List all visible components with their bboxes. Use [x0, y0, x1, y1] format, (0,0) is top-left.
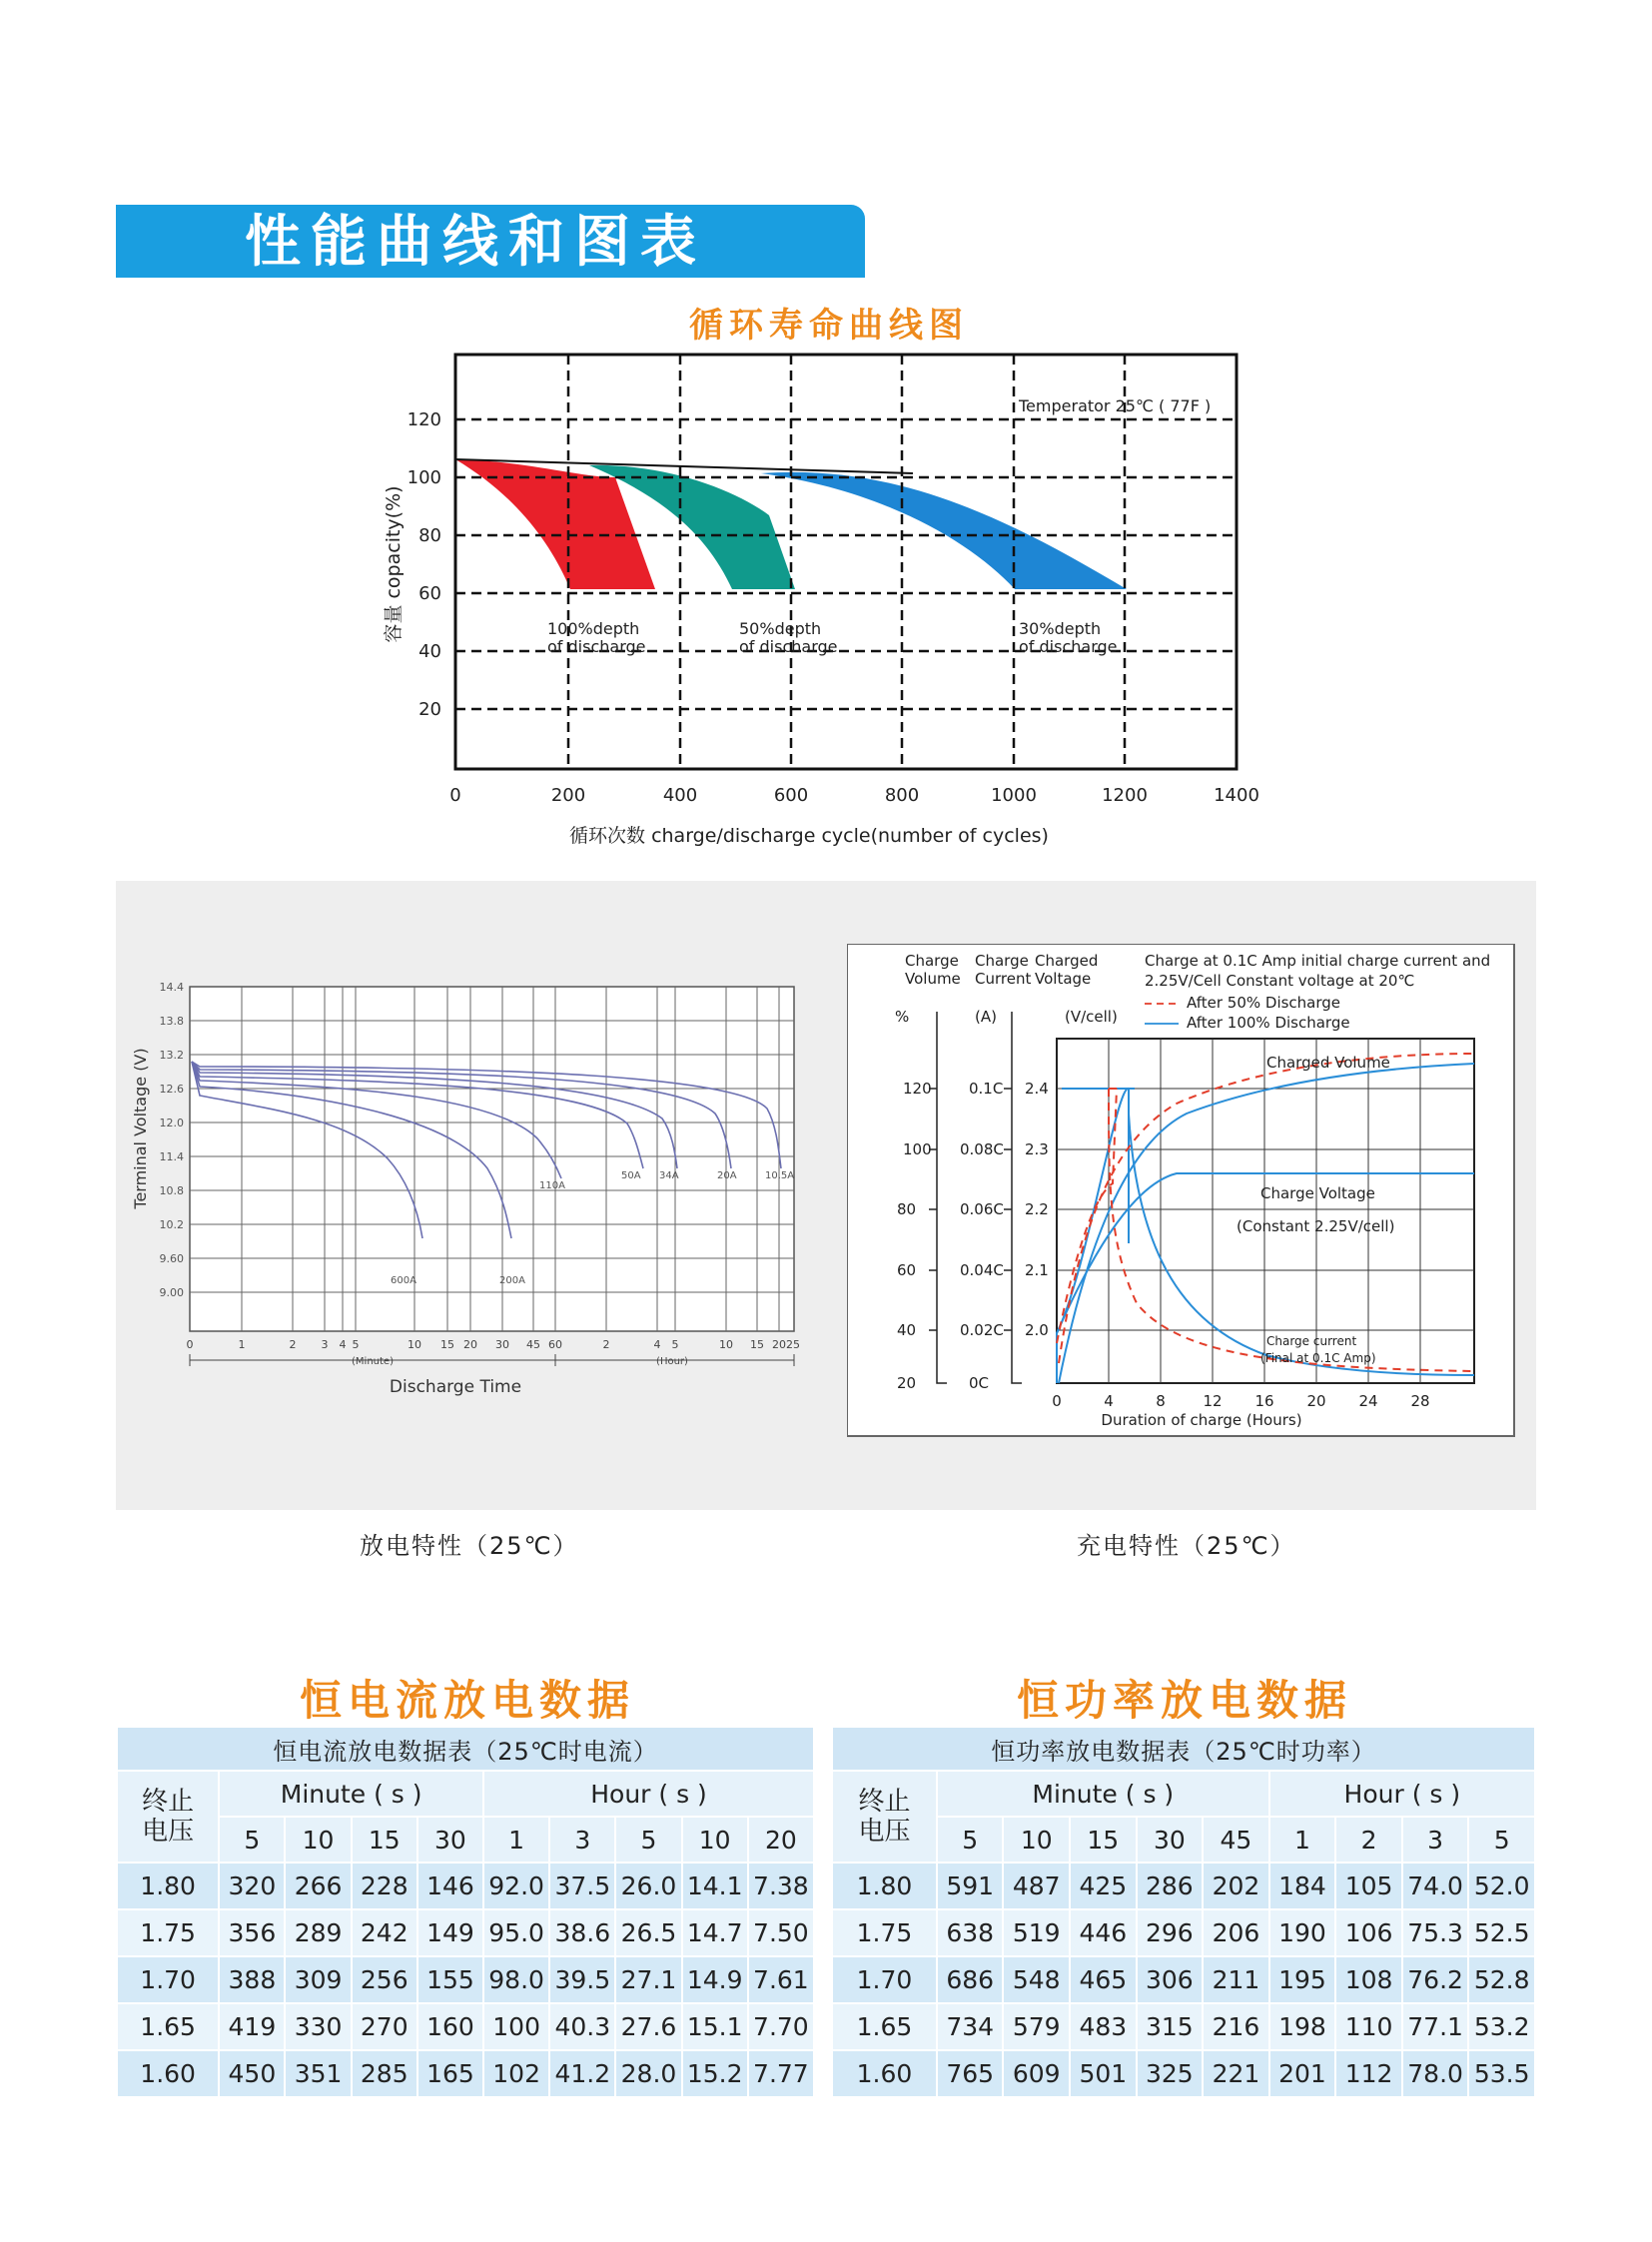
- table-cell: 206: [1203, 1909, 1269, 1956]
- table-cell: 519: [1003, 1909, 1070, 1956]
- table-cell: 98.0: [483, 1956, 549, 2003]
- table-cell: 95.0: [483, 1909, 549, 1956]
- table-cell: 548: [1003, 1956, 1070, 2003]
- table-col-header: 5: [219, 1817, 285, 1863]
- table-cell: 325: [1137, 2050, 1204, 2097]
- table-cell: 37.5: [549, 1863, 615, 1909]
- table-cell: 7.61: [748, 1956, 814, 2003]
- table-label-cell: [832, 1771, 937, 1863]
- table-cell: 92.0: [483, 1863, 549, 1909]
- table-cell: 286: [1137, 1863, 1204, 1909]
- table-cell: 53.2: [1468, 2003, 1535, 2050]
- table-cell: 38.6: [549, 1909, 615, 1956]
- table-cell: 146: [417, 1863, 483, 1909]
- table-row: [117, 1863, 814, 1909]
- voltage-tick: 2.4: [1025, 1080, 1049, 1098]
- table-caption: 恒功率放电数据表（25℃时功率）: [832, 1727, 1535, 1771]
- table-cell: 221: [1203, 2050, 1269, 2097]
- table-cell: 14.7: [682, 1909, 748, 1956]
- current-discharge-table: [116, 1726, 815, 2098]
- cycle-x-tick: 400: [662, 785, 698, 806]
- charge-head-text: Voltage: [1035, 970, 1092, 988]
- cutoff-voltage-cell: 1.75: [117, 1909, 219, 1956]
- cycle-x-tick: 600: [773, 785, 809, 806]
- discharge-x-tick: 2: [289, 1338, 297, 1351]
- group-minute: Minute ( s ): [937, 1771, 1269, 1817]
- discharge-curve-label: 20A: [717, 1170, 737, 1181]
- table-cell: 501: [1070, 2050, 1137, 2097]
- charge-head-text: (V/cell): [1065, 1008, 1118, 1026]
- discharge-curve-label: 110A: [539, 1180, 565, 1191]
- cutoff-voltage-cell: 1.65: [832, 2003, 937, 2050]
- table-cell: 110: [1335, 2003, 1402, 2050]
- table-cell: 160: [417, 2003, 483, 2050]
- table-cell: 270: [352, 2003, 417, 2050]
- discharge-y-tick: 14.4: [159, 981, 184, 994]
- power-table-title: 恒功率放电数据: [1017, 1676, 1353, 1725]
- table-cell: 450: [219, 2050, 285, 2097]
- table-cell: 591: [937, 1863, 1004, 1909]
- table-cell: 609: [1003, 2050, 1070, 2097]
- table-cell: 26.0: [615, 1863, 681, 1909]
- discharge-x-tick: 25: [786, 1338, 800, 1351]
- table-cell: 112: [1335, 2050, 1402, 2097]
- table-cell: 202: [1203, 1863, 1269, 1909]
- table-cell: 184: [1269, 1863, 1336, 1909]
- power-discharge-table: [831, 1726, 1536, 2098]
- discharge-y-tick: 12.6: [159, 1083, 184, 1096]
- cycle-y-tick: 40: [418, 641, 441, 662]
- discharge-caption: 放电特性（25℃）: [360, 1532, 579, 1560]
- discharge-x-ticks: [187, 1338, 801, 1351]
- table-cell: 14.9: [682, 1956, 748, 2003]
- table-cell: 487: [1003, 1863, 1070, 1909]
- band-label: 30%depth: [1019, 619, 1102, 638]
- band-30-depth: [761, 472, 1127, 589]
- charge-x-tick: 12: [1203, 1392, 1223, 1410]
- table-cell: 39.5: [549, 1956, 615, 2003]
- cycle-y-ticks: [408, 409, 441, 720]
- table-row: [117, 1909, 814, 1956]
- charge-caption: 充电特性（25℃）: [1077, 1532, 1296, 1560]
- discharge-y-tick: 9.00: [159, 1286, 184, 1299]
- label-charge-voltage: Charge Voltage: [1260, 1184, 1375, 1202]
- table-col-header: 30: [417, 1817, 483, 1863]
- cutoff-voltage-cell: 1.70: [117, 1956, 219, 2003]
- table-row: [832, 2050, 1535, 2097]
- cutoff-voltage-cell: 1.70: [832, 1956, 937, 2003]
- table-cell: 356: [219, 1909, 285, 1956]
- table-cell: 465: [1070, 1956, 1137, 2003]
- label-charge-voltage-2: (Constant 2.25V/cell): [1237, 1217, 1395, 1235]
- table-cell: 155: [417, 1956, 483, 2003]
- table-cell: 108: [1335, 1956, 1402, 2003]
- table-col-header: 10: [1003, 1817, 1070, 1863]
- current-tick: 0C: [969, 1374, 990, 1392]
- discharge-curve-label: 34A: [659, 1170, 679, 1181]
- discharge-x-tick: 4: [653, 1338, 661, 1351]
- table-cell: 228: [352, 1863, 417, 1909]
- current-table-title: 恒电流放电数据: [300, 1676, 636, 1725]
- voltage-tick: 2.2: [1025, 1200, 1049, 1218]
- charge-note: Charge at 0.1C Amp initial charge current and: [1145, 952, 1491, 970]
- table-cell: 28.0: [615, 2050, 681, 2097]
- table-cell: 296: [1137, 1909, 1204, 1956]
- charge-x-tick: 28: [1410, 1392, 1430, 1410]
- cycle-x-tick: 200: [550, 785, 586, 806]
- label-charged-volume: Charged Volume: [1266, 1054, 1390, 1072]
- charge-x-tick: 20: [1306, 1392, 1326, 1410]
- volume-tick: 120: [903, 1080, 932, 1098]
- table-cell: 7.50: [748, 1909, 814, 1956]
- charge-head-text: Charge: [905, 952, 959, 970]
- table-cell: 330: [285, 2003, 351, 2050]
- cycle-life-chart: [370, 340, 1288, 859]
- band-label: of discharge: [1019, 637, 1118, 656]
- table-row: [117, 2003, 814, 2050]
- table-cell: 7.38: [748, 1863, 814, 1909]
- band-labels: [547, 619, 1117, 656]
- charge-x-tick: 16: [1254, 1392, 1274, 1410]
- table-row: [832, 1909, 1535, 1956]
- table-cell: 41.2: [549, 2050, 615, 2097]
- volume-tick: 60: [897, 1261, 917, 1279]
- discharge-curve-label: 200A: [499, 1275, 525, 1286]
- charge-head-text: Volume: [905, 970, 961, 988]
- table-row: [832, 1863, 1535, 1909]
- discharge-x-tick: 10: [719, 1338, 733, 1351]
- table-caption: 恒电流放电数据表（25℃时电流）: [117, 1727, 814, 1771]
- cycle-x-tick: 1000: [991, 785, 1037, 806]
- table-cell: 27.6: [615, 2003, 681, 2050]
- discharge-unit-minute: (Minute): [352, 1356, 394, 1367]
- cutoff-voltage-cell: 1.60: [117, 2050, 219, 2097]
- table-cell: 198: [1269, 2003, 1336, 2050]
- discharge-x-tick: 15: [440, 1338, 454, 1351]
- table-row: [832, 2003, 1535, 2050]
- table-col-header: 10: [285, 1817, 351, 1863]
- table-cell: 52.8: [1468, 1956, 1535, 2003]
- table-cell: 306: [1137, 1956, 1204, 2003]
- cutoff-voltage-cell: 1.75: [832, 1909, 937, 1956]
- group-minute: Minute ( s ): [219, 1771, 483, 1817]
- table-cell: 734: [937, 2003, 1004, 2050]
- table-cell: 52.0: [1468, 1863, 1535, 1909]
- discharge-x-axis-label: Discharge Time: [389, 1377, 522, 1397]
- table-cell: 52.5: [1468, 1909, 1535, 1956]
- voltage-tick: 2.1: [1025, 1261, 1049, 1279]
- current-tick: 0.08C: [960, 1140, 1004, 1158]
- charge-x-tick: 4: [1104, 1392, 1114, 1410]
- table-cell: 686: [937, 1956, 1004, 2003]
- discharge-x-tick: 2: [602, 1338, 610, 1351]
- cutoff-voltage-cell: 1.80: [117, 1863, 219, 1909]
- discharge-y-ticks: [160, 981, 185, 1299]
- charge-head-text: Current: [975, 970, 1032, 988]
- discharge-x-tick: 45: [526, 1338, 540, 1351]
- volume-tick: 40: [897, 1321, 917, 1339]
- table-cell: 78.0: [1402, 2050, 1469, 2097]
- page-title: 性能曲线和图表: [245, 210, 706, 275]
- cycle-chart-title: 循环寿命曲线图: [689, 306, 969, 346]
- current-tick: 0.06C: [960, 1200, 1004, 1218]
- discharge-curve-label: 600A: [391, 1275, 416, 1286]
- discharge-chart: [118, 969, 817, 1408]
- discharge-y-tick: 10.2: [159, 1218, 184, 1231]
- table-cell: 15.2: [682, 2050, 748, 2097]
- table-cell: 446: [1070, 1909, 1137, 1956]
- table-label-line: 终止: [142, 1787, 195, 1817]
- table-col-header: 3: [1402, 1817, 1469, 1863]
- table-label-line: 电压: [858, 1817, 911, 1847]
- cycle-y-tick: 80: [418, 525, 441, 546]
- table-cell: 289: [285, 1909, 351, 1956]
- charge-chart: [847, 944, 1516, 1438]
- current-tick: 0.02C: [960, 1321, 1004, 1339]
- discharge-y-tick: 13.8: [159, 1015, 184, 1028]
- volume-tick: 20: [897, 1374, 917, 1392]
- discharge-plot-area: [190, 987, 794, 1331]
- cutoff-voltage-cell: 1.80: [832, 1863, 937, 1909]
- table-cell: 266: [285, 1863, 351, 1909]
- volume-tick: 100: [903, 1140, 932, 1158]
- group-hour: Hour ( s ): [1269, 1771, 1535, 1817]
- table-col-header: 30: [1137, 1817, 1204, 1863]
- group-hour: Hour ( s ): [483, 1771, 814, 1817]
- table-cell: 75.3: [1402, 1909, 1469, 1956]
- charge-legend-50: After 50% Discharge: [1187, 994, 1341, 1012]
- table-cell: 579: [1003, 2003, 1070, 2050]
- cutoff-voltage-cell: 1.65: [117, 2003, 219, 2050]
- table-cell: 190: [1269, 1909, 1336, 1956]
- table-cell: 211: [1203, 1956, 1269, 2003]
- cycle-y-tick: 20: [418, 699, 441, 720]
- table-col-header: 15: [352, 1817, 417, 1863]
- table-label-cell: [117, 1771, 219, 1863]
- discharge-curve-label: 10.5A: [765, 1170, 795, 1181]
- table-cell: 425: [1070, 1863, 1137, 1909]
- cycle-y-tick: 120: [407, 409, 441, 430]
- table-cell: 77.1: [1402, 2003, 1469, 2050]
- table-cell: 74.0: [1402, 1863, 1469, 1909]
- table-row: [117, 1956, 814, 2003]
- table-cell: 27.1: [615, 1956, 681, 2003]
- discharge-x-tick: 20: [463, 1338, 477, 1351]
- discharge-y-tick: 11.4: [159, 1150, 184, 1163]
- discharge-x-tick: 5: [671, 1338, 679, 1351]
- table-row: [117, 2050, 814, 2097]
- discharge-x-tick: 1: [238, 1338, 246, 1351]
- cycle-x-tick: 800: [884, 785, 920, 806]
- table-col-header: 20: [748, 1817, 814, 1863]
- charge-x-tick: 0: [1052, 1392, 1062, 1410]
- discharge-x-tick: 5: [352, 1338, 360, 1351]
- cutoff-voltage-cell: 1.60: [832, 2050, 937, 2097]
- temperature-note: Temperator 25℃ ( 77F ): [1019, 396, 1212, 415]
- discharge-x-tick: 3: [321, 1338, 329, 1351]
- discharge-y-tick: 10.8: [159, 1184, 184, 1197]
- table-cell: 76.2: [1402, 1956, 1469, 2003]
- charge-x-tick: 8: [1156, 1392, 1166, 1410]
- table-col-header: 3: [549, 1817, 615, 1863]
- charge-head-text: Charged: [1035, 952, 1099, 970]
- table-cell: 285: [352, 2050, 417, 2097]
- table-cell: 14.1: [682, 1863, 748, 1909]
- table-col-header: 1: [1269, 1817, 1336, 1863]
- discharge-y-tick: 13.2: [159, 1049, 184, 1062]
- cycle-x-tick: 1400: [1214, 785, 1259, 806]
- table-col-header: 5: [937, 1817, 1004, 1863]
- charge-head-text: (A): [975, 1008, 997, 1026]
- table-cell: 7.77: [748, 2050, 814, 2097]
- current-tick: 0.04C: [960, 1261, 1004, 1279]
- table-col-header: 5: [615, 1817, 681, 1863]
- table-cell: 149: [417, 1909, 483, 1956]
- band-label: of discharge: [739, 637, 838, 656]
- table-col-header-row: [117, 1817, 814, 1863]
- charge-legend-100: After 100% Discharge: [1187, 1014, 1350, 1032]
- label-charge-current-2: (Final at 0.1C Amp): [1260, 1351, 1376, 1365]
- voltage-tick: 2.3: [1025, 1140, 1049, 1158]
- table-col-header: 15: [1070, 1817, 1137, 1863]
- table-cell: 7.70: [748, 2003, 814, 2050]
- charge-x-tick: 24: [1358, 1392, 1378, 1410]
- cycle-y-axis-label: 容量 copacity(%): [383, 485, 405, 643]
- discharge-range-markers: [190, 1354, 794, 1366]
- table-col-header: 5: [1468, 1817, 1535, 1863]
- table-cell: 15.1: [682, 2003, 748, 2050]
- discharge-x-tick: 60: [548, 1338, 562, 1351]
- cycle-y-tick: 60: [418, 583, 441, 604]
- table-cell: 26.5: [615, 1909, 681, 1956]
- table-cell: 105: [1335, 1863, 1402, 1909]
- table-cell: 320: [219, 1863, 285, 1909]
- table-label-line: 终止: [858, 1787, 911, 1817]
- table-cell: 165: [417, 2050, 483, 2097]
- discharge-x-tick: 15: [750, 1338, 764, 1351]
- table-cell: 106: [1335, 1909, 1402, 1956]
- table-cell: 638: [937, 1909, 1004, 1956]
- band-label: 50%depth: [739, 619, 822, 638]
- table-col-header: 45: [1203, 1817, 1269, 1863]
- table-label-line: 电压: [142, 1817, 195, 1847]
- discharge-y-axis-label: Terminal Voltage (V): [131, 1048, 150, 1209]
- discharge-x-tick: 4: [339, 1338, 347, 1351]
- voltage-tick: 2.0: [1025, 1321, 1049, 1339]
- discharge-curve-label: 50A: [621, 1170, 641, 1181]
- table-cell: 256: [352, 1956, 417, 2003]
- charge-head-text: Charge: [975, 952, 1029, 970]
- table-cell: 40.3: [549, 2003, 615, 2050]
- discharge-x-tick: 30: [495, 1338, 509, 1351]
- cycle-x-ticks: [449, 785, 1259, 806]
- current-tick: 0.1C: [969, 1080, 1004, 1098]
- table-col-header: 2: [1335, 1817, 1402, 1863]
- table-cell: 102: [483, 2050, 549, 2097]
- table-cell: 419: [219, 2003, 285, 2050]
- discharge-x-tick: 20: [772, 1338, 786, 1351]
- table-col-header: 10: [682, 1817, 748, 1863]
- table-cell: 765: [937, 2050, 1004, 2097]
- table-cell: 309: [285, 1956, 351, 2003]
- cycle-x-axis-label: 循环次数 charge/discharge cycle(number of cycles): [569, 825, 1049, 847]
- table-cell: 483: [1070, 2003, 1137, 2050]
- table-cell: 201: [1269, 2050, 1336, 2097]
- label-charge-current: Charge current: [1266, 1334, 1357, 1348]
- table-cell: 388: [219, 1956, 285, 2003]
- table-cell: 195: [1269, 1956, 1336, 2003]
- table-cell: 242: [352, 1909, 417, 1956]
- table-cell: 100: [483, 2003, 549, 2050]
- cycle-y-tick: 100: [407, 467, 441, 488]
- charge-x-axis-label: Duration of charge (Hours): [1101, 1411, 1302, 1429]
- volume-tick: 80: [897, 1200, 917, 1218]
- table-row: [832, 1956, 1535, 2003]
- discharge-x-tick: 0: [186, 1338, 194, 1351]
- cycle-x-tick: 0: [449, 785, 461, 806]
- discharge-y-tick: 12.0: [159, 1117, 184, 1129]
- cycle-x-tick: 1200: [1102, 785, 1148, 806]
- band-label: 100%depth: [547, 619, 640, 638]
- table-cell: 315: [1137, 2003, 1204, 2050]
- band-label: of discharge: [547, 637, 646, 656]
- table-col-header-row: [832, 1817, 1535, 1863]
- charge-head-text: %: [895, 1008, 910, 1026]
- table-cell: 53.5: [1468, 2050, 1535, 2097]
- table-col-header: 1: [483, 1817, 549, 1863]
- discharge-y-tick: 9.60: [159, 1252, 184, 1265]
- discharge-unit-hour: (Hour): [656, 1356, 688, 1367]
- discharge-x-tick: 10: [408, 1338, 421, 1351]
- table-cell: 216: [1203, 2003, 1269, 2050]
- charge-note: 2.25V/Cell Constant voltage at 20℃: [1145, 972, 1415, 990]
- table-cell: 351: [285, 2050, 351, 2097]
